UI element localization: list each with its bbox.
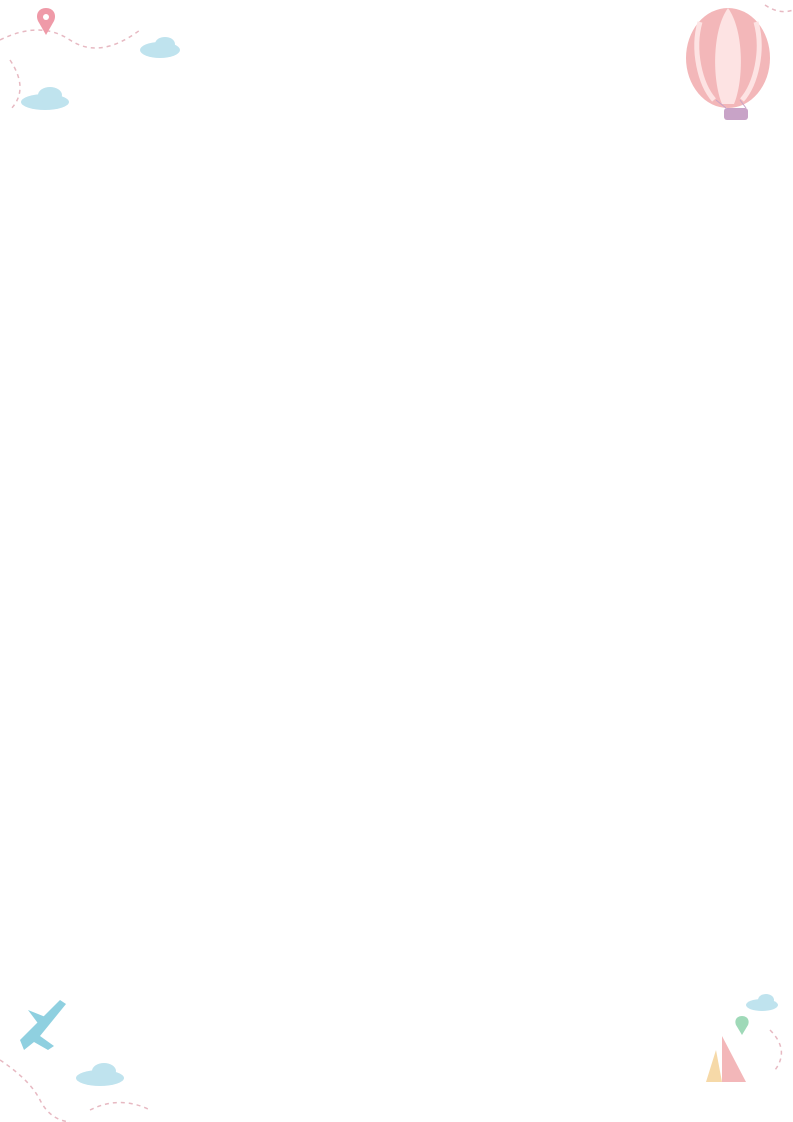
- cloud-icon: [746, 994, 778, 1011]
- airplane-icon: [20, 1000, 66, 1050]
- cloud-icon: [21, 87, 69, 110]
- location-pin-icon: [735, 1016, 748, 1035]
- location-pin-icon: [37, 8, 55, 35]
- cloud-icon: [140, 37, 180, 58]
- hot-air-balloon-icon: [686, 8, 770, 120]
- cloud-icon: [76, 1063, 124, 1086]
- sailboat-icon: [706, 1036, 746, 1082]
